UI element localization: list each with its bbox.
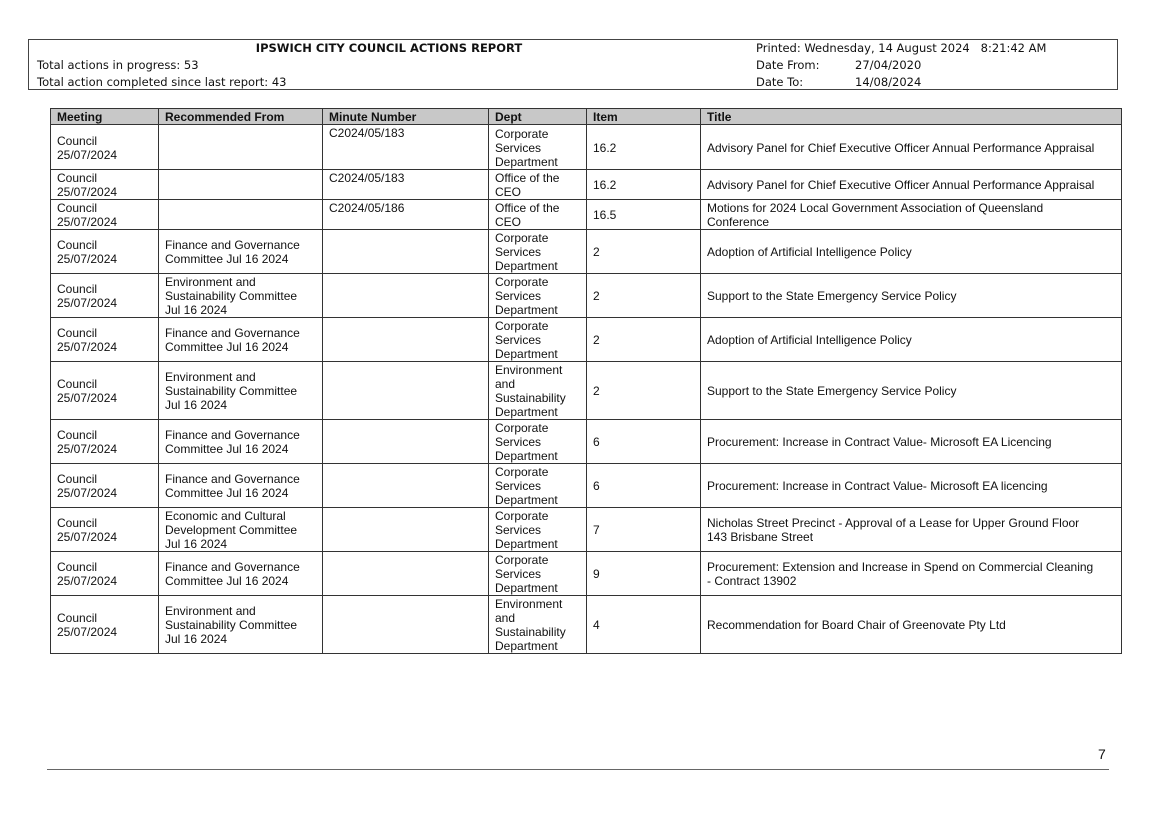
table-row — [51, 170, 1122, 200]
cell-meeting: Council 25/07/2024 — [51, 200, 159, 230]
actions-table — [50, 108, 1122, 654]
cell-item: 4 — [587, 596, 701, 654]
cell-meeting: Council 25/07/2024 — [51, 464, 159, 508]
cell-recommended-from: Economic and Cultural Development Committee Jul 16 2024 — [159, 508, 323, 552]
printed-timestamp: Printed: Wednesday, 14 August 2024 8:21:42 AM — [756, 41, 1047, 55]
cell-meeting: Council 25/07/2024 — [51, 362, 159, 420]
actions-completed: Total action completed since last report: 43 — [37, 75, 287, 89]
report-header — [28, 39, 1118, 90]
cell-dept: Environment and Sustainability Department — [489, 362, 587, 420]
cell-item: 2 — [587, 274, 701, 318]
cell-recommended-from: Finance and Governance Committee Jul 16 2024 — [159, 420, 323, 464]
actions-in-progress: Total actions in progress: 53 — [37, 58, 199, 72]
cell-dept: Office of the CEO — [489, 200, 587, 230]
cell-recommended-from: Environment and Sustainability Committee Jul 16 2024 — [159, 362, 323, 420]
table-row — [51, 508, 1122, 552]
cell-recommended-from: Environment and Sustainability Committee Jul 16 2024 — [159, 596, 323, 654]
cell-recommended-from: Environment and Sustainability Committee Jul 16 2024 — [159, 274, 323, 318]
cell-title: Procurement: Extension and Increase in Spend on Commercial Cleaning - Contract 13902 — [701, 552, 1122, 596]
column-header-recommended-from: Recommended From — [159, 109, 323, 125]
cell-item: 2 — [587, 230, 701, 274]
cell-meeting: Council 25/07/2024 — [51, 552, 159, 596]
cell-title: Procurement: Increase in Contract Value- Microsoft EA Licencing — [701, 420, 1122, 464]
cell-minute-number — [323, 508, 489, 552]
cell-title: Recommendation for Board Chair of Greenovate Pty Ltd — [701, 596, 1122, 654]
table-row — [51, 552, 1122, 596]
cell-meeting: Council 25/07/2024 — [51, 170, 159, 200]
cell-recommended-from — [159, 125, 323, 170]
date-from-value: 27/04/2020 — [855, 58, 922, 72]
cell-dept: Corporate Services Department — [489, 318, 587, 362]
table-row — [51, 125, 1122, 170]
table-row — [51, 200, 1122, 230]
table-row — [51, 274, 1122, 318]
cell-title: Advisory Panel for Chief Executive Officer Annual Performance Appraisal — [701, 170, 1122, 200]
cell-item: 7 — [587, 508, 701, 552]
cell-dept: Corporate Services Department — [489, 274, 587, 318]
cell-dept: Corporate Services Department — [489, 125, 587, 170]
cell-meeting: Council 25/07/2024 — [51, 596, 159, 654]
cell-minute-number — [323, 464, 489, 508]
cell-meeting: Council 25/07/2024 — [51, 318, 159, 362]
cell-dept: Corporate Services Department — [489, 464, 587, 508]
date-to-label: Date To: — [756, 75, 804, 89]
cell-recommended-from: Finance and Governance Committee Jul 16 2024 — [159, 464, 323, 508]
cell-minute-number — [323, 274, 489, 318]
cell-title: Motions for 2024 Local Government Association of Queensland Conference — [701, 200, 1122, 230]
cell-recommended-from: Finance and Governance Committee Jul 16 2024 — [159, 230, 323, 274]
cell-minute-number: C2024/05/183 — [323, 125, 489, 170]
cell-dept: Environment and Sustainability Department — [489, 596, 587, 654]
table-row — [51, 318, 1122, 362]
cell-title: Support to the State Emergency Service Policy — [701, 362, 1122, 420]
cell-item: 16.5 — [587, 200, 701, 230]
cell-title: Nicholas Street Precinct - Approval of a Lease for Upper Ground Floor 143 Brisbane Street — [701, 508, 1122, 552]
cell-dept: Corporate Services Department — [489, 508, 587, 552]
cell-item: 2 — [587, 362, 701, 420]
column-header-item: Item — [587, 109, 701, 125]
cell-minute-number — [323, 552, 489, 596]
cell-dept: Office of the CEO — [489, 170, 587, 200]
cell-item: 16.2 — [587, 125, 701, 170]
cell-minute-number — [323, 596, 489, 654]
table-row — [51, 464, 1122, 508]
cell-recommended-from: Finance and Governance Committee Jul 16 2024 — [159, 318, 323, 362]
footer-divider — [47, 769, 1109, 770]
cell-meeting: Council 25/07/2024 — [51, 125, 159, 170]
cell-meeting: Council 25/07/2024 — [51, 230, 159, 274]
cell-recommended-from — [159, 200, 323, 230]
cell-dept: Corporate Services Department — [489, 420, 587, 464]
column-header-meeting: Meeting — [51, 109, 159, 125]
cell-title: Adoption of Artificial Intelligence Policy — [701, 318, 1122, 362]
column-header-minute-number: Minute Number — [323, 109, 489, 125]
cell-item: 2 — [587, 318, 701, 362]
date-to-value: 14/08/2024 — [855, 75, 922, 89]
cell-recommended-from: Finance and Governance Committee Jul 16 2024 — [159, 552, 323, 596]
table-header-row — [51, 109, 1122, 125]
cell-minute-number — [323, 362, 489, 420]
cell-minute-number: C2024/05/183 — [323, 170, 489, 200]
cell-recommended-from — [159, 170, 323, 200]
cell-dept: Corporate Services Department — [489, 230, 587, 274]
page-number: 7 — [1098, 746, 1106, 762]
cell-title: Support to the State Emergency Service Policy — [701, 274, 1122, 318]
column-header-title: Title — [701, 109, 1122, 125]
report-title: IPSWICH CITY COUNCIL ACTIONS REPORT — [255, 41, 523, 55]
cell-meeting: Council 25/07/2024 — [51, 274, 159, 318]
table-row — [51, 362, 1122, 420]
cell-title: Procurement: Increase in Contract Value- Microsoft EA licencing — [701, 464, 1122, 508]
cell-item: 6 — [587, 420, 701, 464]
cell-meeting: Council 25/07/2024 — [51, 420, 159, 464]
cell-item: 6 — [587, 464, 701, 508]
column-header-dept: Dept — [489, 109, 587, 125]
table-row — [51, 596, 1122, 654]
cell-item: 16.2 — [587, 170, 701, 200]
cell-dept: Corporate Services Department — [489, 552, 587, 596]
cell-minute-number — [323, 318, 489, 362]
cell-item: 9 — [587, 552, 701, 596]
cell-title: Adoption of Artificial Intelligence Policy — [701, 230, 1122, 274]
table-row — [51, 230, 1122, 274]
cell-title: Advisory Panel for Chief Executive Officer Annual Performance Appraisal — [701, 125, 1122, 170]
date-from-label: Date From: — [756, 58, 820, 72]
cell-minute-number — [323, 230, 489, 274]
cell-minute-number: C2024/05/186 — [323, 200, 489, 230]
cell-meeting: Council 25/07/2024 — [51, 508, 159, 552]
table-row — [51, 420, 1122, 464]
cell-minute-number — [323, 420, 489, 464]
